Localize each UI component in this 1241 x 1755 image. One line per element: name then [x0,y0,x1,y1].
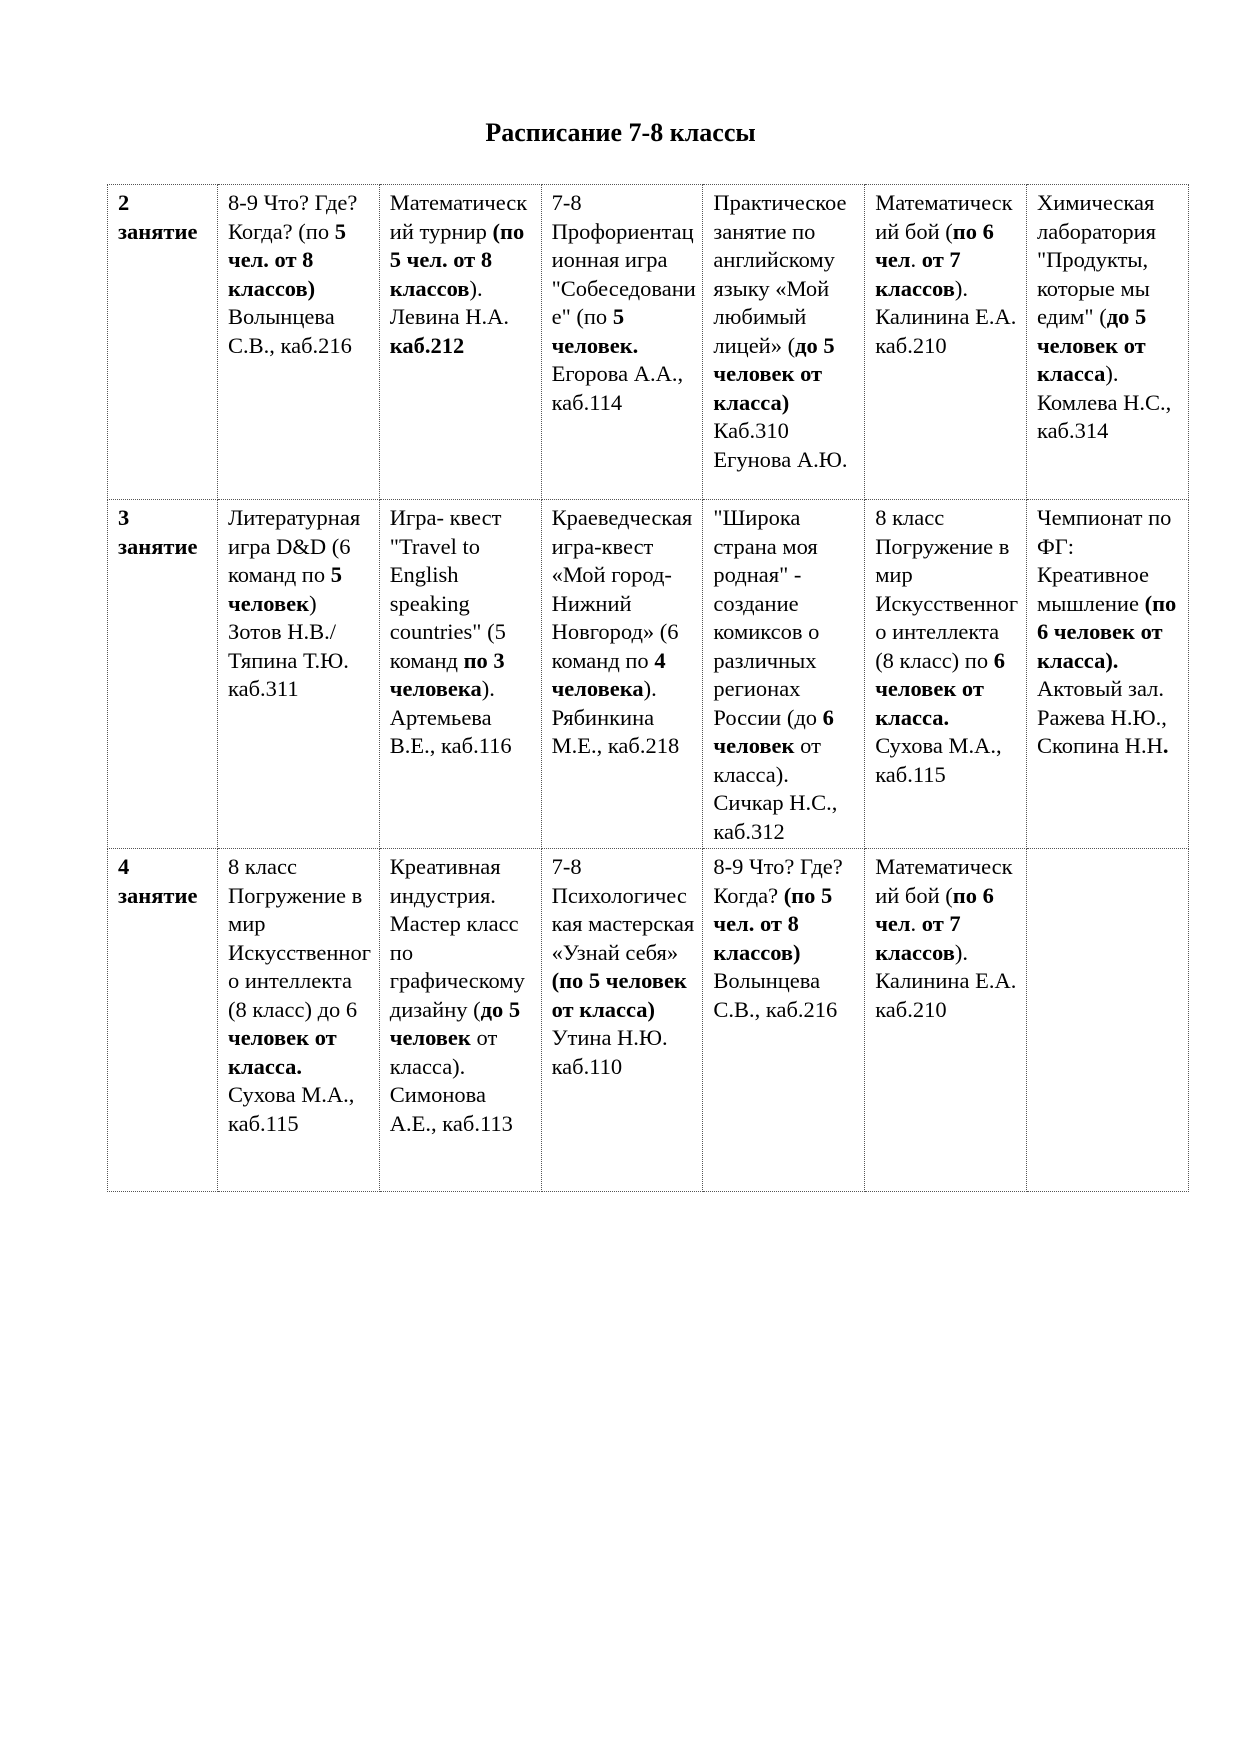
page-title: Расписание 7-8 классы [485,118,756,147]
activity-cell [703,849,865,1192]
text-run: Математический бой ( [875,854,1013,908]
activity-text [713,504,858,846]
text-run: Чемпионат по ФГ: Креативное мышление [1036,505,1172,616]
activity-text [713,189,858,474]
session-label [108,185,218,500]
activity-text [552,189,697,417]
text-run: Математический турнир [389,190,528,244]
session-word: занятие [118,882,198,908]
text-run: "Широка страна моя родная" - создание комиксов о различных регионах России (до [713,505,823,730]
activity-cell [865,185,1027,500]
session-label [108,500,218,849]
text-run: 8 класс Погружение в мир Искусственного интеллекта (8 класс) до 6 [228,854,371,1022]
text-run: Сухова М.А., каб.115 [875,733,1002,787]
text-run: ). Левина Н.А. [389,275,509,329]
session-word: занятие [118,533,198,559]
activity-text [875,853,1020,1024]
activity-text [1037,504,1182,761]
schedule-row [108,185,1189,500]
session-number: 2 [118,190,130,215]
bold-text: 5 человек [228,562,342,616]
text-run: . [910,247,922,272]
activity-cell [379,185,541,500]
activity-cell [379,849,541,1192]
activity-cell [703,185,865,500]
activity-text [552,853,697,1081]
text-run: Волынцева С.В., каб.216 [228,304,352,358]
bold-text: до 5 человек от класса) [713,332,835,415]
bold-text: (по 5 чел. от 8 классов [389,218,525,301]
activity-cell [865,500,1027,849]
bold-text: (по 5 человек от класса) [551,968,687,1022]
bold-text: по 6 чел [875,882,994,936]
activity-cell [541,849,703,1192]
text-run: 7-8 Психологическая мастерская «Узнай себя» [551,854,695,965]
activity-text [713,853,858,1024]
bold-text: (по 5 чел. от 8 классов) [713,882,833,965]
schedule-row [108,849,1189,1192]
activity-cell [541,185,703,500]
text-run: Егорова А.А., каб.114 [551,361,684,415]
text-run: 7-8 Профориентационная игра "Собеседование" (по [551,190,696,329]
activity-cell [703,500,865,849]
text-run: Химическая лаборатория "Продукты, которые мы едим" ( [1036,190,1156,329]
activity-text [875,504,1020,789]
activity-cell [865,849,1027,1192]
text-run: Утина Н.Ю. каб.110 [551,1025,668,1079]
text-run: Волынцева С.В., каб.216 [713,968,838,1022]
activity-cell [1026,500,1188,849]
session-word: занятие [118,218,198,244]
text-run: 8 класс Погружение в мир Искусственного интеллекта (8 класс) по [875,505,1019,673]
bold-text: каб.212 [389,332,465,358]
activity-text [875,189,1020,360]
text-run: Сухова М.А., каб.115 [228,1082,355,1136]
activity-text [228,853,373,1138]
bold-text: . [1162,733,1169,758]
activity-cell [1026,849,1188,1192]
activity-text [228,189,373,360]
text-run: Математический бой ( [875,190,1013,244]
text-run: ). Рябинкина М.Е., каб.218 [551,676,680,758]
bold-text: по 3 человека [389,647,505,701]
text-run: Актовый зал. Ражева Н.Ю., Скопина Н.Н [1036,676,1167,758]
activity-cell [379,500,541,849]
bold-text: 4 человека [551,647,666,701]
activity-cell [218,849,380,1192]
bold-text: от 7 классов [875,247,961,301]
activity-text [228,504,373,704]
schedule-body [108,185,1189,1192]
bold-text: 5 чел. от 8 классов) [228,218,346,301]
activity-cell [218,185,380,500]
text-run: ). Калинина Е.А. каб.210 [875,275,1017,358]
text-run: 8-9 Что? Где? Когда? (по [228,190,358,244]
session-number: 4 [118,854,130,879]
activity-text [552,504,697,761]
text-run: . [910,911,922,936]
activity-cell [218,500,380,849]
bold-text: 6 человек от класса. [875,647,1005,730]
bold-text: (по 6 человек от класса). [1036,590,1177,673]
activity-cell [1026,185,1188,500]
session-number: 3 [118,505,130,530]
activity-text [390,504,535,761]
text-run: ). Артемьева В.Е., каб.116 [389,676,512,758]
activity-cell [541,500,703,849]
text-run: от класса). Сичкар Н.С., каб.312 [713,733,838,844]
text-run: Креативная индустрия. Мастер класс по графическому дизайну ( [389,854,525,1022]
text-run: Каб.310 Егунова А.Ю. [713,418,848,472]
text-run: Литературная игра D&D (6 команд по [228,505,361,587]
text-run: 8-9 Что? Где? Когда? [713,854,843,908]
bold-text: до 5 человек [389,996,521,1050]
bold-text: 6 человек [713,704,834,758]
text-run: Игра- квест "Travel to English speaking countries" (5 команд [389,505,506,673]
bold-text: 5 человек. [551,304,639,358]
activity-text [390,189,535,360]
activity-text [390,853,535,1138]
schedule-row [108,500,1189,849]
schedule-table [107,184,1189,1192]
text-run: Практическое занятие по английскому языку «Мой любимый лицей» ( [713,190,847,358]
text-run: ). Калинина Е.А. каб.210 [875,939,1017,1022]
bold-text: от 7 классов [875,911,961,965]
text-run: ). Комлева Н.С., каб.314 [1036,361,1172,443]
bold-text: по 6 чел [875,218,994,272]
bold-text: до 5 человек от класса [1036,304,1147,386]
text-run: от класса). Симонова А.Е., каб.113 [389,1025,513,1136]
activity-text [1037,189,1182,446]
text-run: ) Зотов Н.В./Тяпина Т.Ю. каб.311 [228,590,349,701]
session-label [108,849,218,1192]
bold-text: человек от класса. [228,1025,337,1079]
text-run: Краеведческая игра-квест «Мой город- Нижний Новгород» (6 команд по [551,505,693,673]
